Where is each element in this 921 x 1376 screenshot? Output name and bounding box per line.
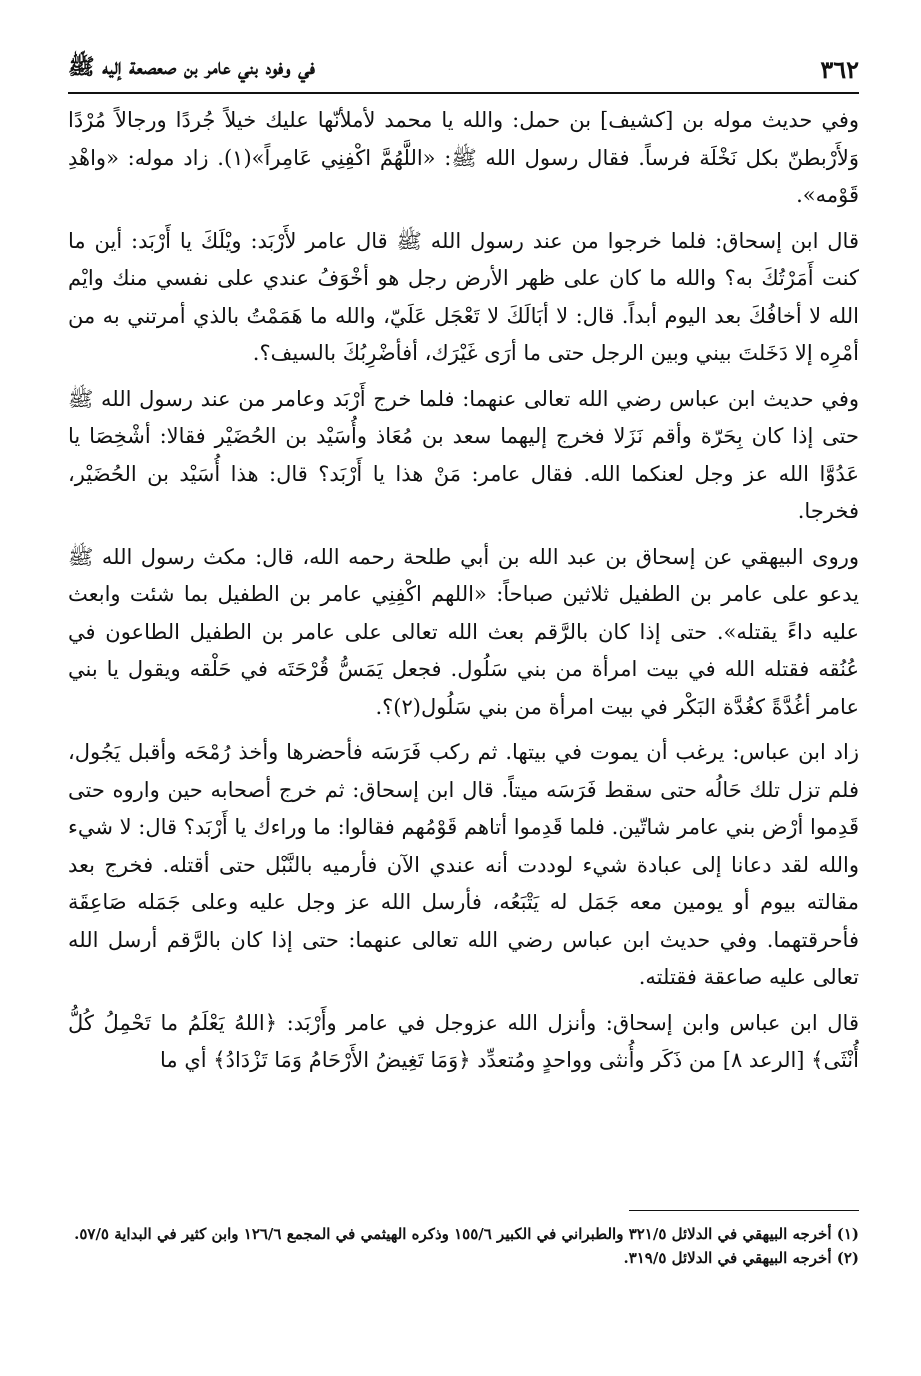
footnote: (١) أخرجه البيهقي في الدلائل ٣٢١/٥ والطبراني في الكبير ١٥٥/٦ وذكره الهيثمي في المجمع ١٢٦/٦ وابن كثير في البداية ٥٧/٥. (74, 1225, 859, 1243)
page-number: ٣٦٢ (820, 54, 859, 84)
running-title: في وفود بني عامر بن صعصعة إليه ﷺ (68, 54, 315, 80)
footnote: (٢) أخرجه البيهقي في الدلائل ٣١٩/٥. (623, 1249, 859, 1267)
page-header (68, 46, 859, 94)
footnotes (68, 1222, 859, 1332)
paragraph: وفي حديث ابن عباس رضي الله تعالى عنهما: فلما خرج أَرْبَد وعامر من عند رسول الله ﷺ حتى إذا كان بِحَرّة وأقم نَزَلا فخرج إليهما سعد بن مُعَاذ وأُسَيْد بن الحُضَيْر فقالا: أشْخِصَا يا عَدُوَّا الله عز وجل لعنكما الله. فقال عامر: مَنْ هذا يا أَرْبَد؟ قال: هذا أُسَيْد بن الحُضَيْر، فخرجا. (68, 386, 859, 523)
paragraph: وروى البيهقي عن إسحاق بن عبد الله بن أبي طلحة رحمه الله، قال: مكث رسول الله ﷺ يدعو على عامر بن الطفيل ثلاثين صباحاً: «اللهم اكْفِنِي عامر بن الطفيل بما شئت وابعث عليه داءً يقتله». حتى إذا كان بالرَّقم بعث الله تعالى على عامر بن الطفيل الطاعون في عُنُقه فقتله الله في بيت امرأة من بني سَلُول. فجعل يَمَسُّ قُرْحَتَه في حَلْقه ويقول يا بني عامر أغُدَّةً كغُدَّة البَكْر في بيت امرأة من بني سَلُول(٢)؟. (68, 544, 859, 719)
paragraph: زاد ابن عباس: يرغب أن يموت في بيتها. ثم ركب فَرَسَه فأحضرها وأخذ رُمْحَه وأقبل يَجُول، فلم تزل تلك حَالُه حتى سقط فَرَسَه ميتاً. قال ابن إسحاق: ثم خرج أصحابه حين واروه حتى قَدِموا أرْض بني عامر شاتّين. فلما قَدِموا أتاهم قَوْمُهم فقالوا: ما وراءك يا أَرْبَد؟ قال: لا شيء والله لقد دعانا إلى عبادة شيء لوددت أنه عندي الآن فأرميه بالنَّبْل حتى أقتله. فخرج بعد مقالته بيوم أو يومين معه جَمَل له يَتْبَعُه، فأرسل الله عز وجل عليه وعلى جَمَله صَاعِقَة فأحرقتهما. وفي حديث ابن عباس رضي الله تعالى عنهما: حتى إذا كان بالرَّقم أرسل الله تعالى عليه صاعقة فقتلته. (68, 740, 859, 989)
paragraph: قال ابن إسحاق: فلما خرجوا من عند رسول الله ﷺ قال عامر لأَرْبَد: ويْلَكَ يا أَرْبَد: أين ما كنت أَمَرْتُكَ به؟ والله ما كان على ظهر الأرض رجل هو أخْوَفُ عندي على نفسي منك وايْم الله لا أخافُكَ بعد اليوم أبداً. قال: لا أبَالَكَ لا تَعْجَل عَلَيّ، والله ما هَمَمْتُ بالذي أمرتني به من أمْرِه إلا دَخَلتَ بيني وبين الرجل حتى ما أرَى غَيْرَك، أفأضْرِبُكَ بالسيف؟. (68, 228, 859, 365)
footnote-separator (629, 1210, 859, 1211)
paragraph: وفي حديث موله بن [كشيف] بن حمل: والله يا محمد لأملأنّها عليك خيلاً جُردًا ورجالاً مُرْدًا وَلأَرْبطنّ بكل نَخْلَة فرساً. فقال رسول الله ﷺ: «اللَّهُمَّ اكْفِنِي عَامِراً»(١). زاد موله: «واهْدِ قَوْمه». (68, 108, 859, 207)
paragraph: قال ابن عباس وابن إسحاق: وأنزل الله عزوجل في عامر وأَرْبَد: ﴿اللهُ يَعْلَمُ ما تَحْمِلُ كُلُّ أُنْثَى﴾ [الرعد ٨] من ذَكَر وأُنثى وواحدٍ ومُتعدِّد ﴿وَمَا تَغِيضُ الأَرْحَامُ وَمَا تَزْدَادُ﴾ أي ما (68, 1010, 859, 1072)
main-text (68, 102, 859, 1114)
